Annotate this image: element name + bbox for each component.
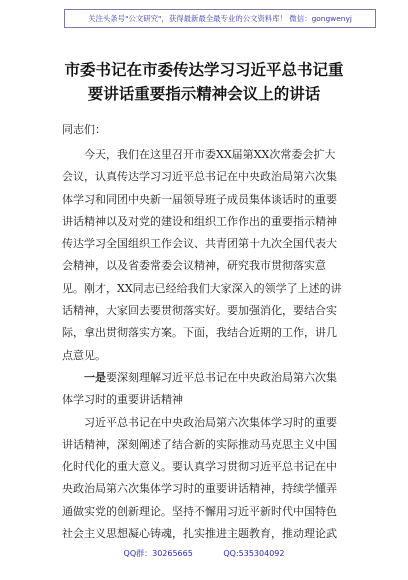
section-heading-text: 要深刻理解习近平总书记在中央政治局第六次集 (106, 370, 337, 384)
paragraph-1-line: 点意见。 (62, 348, 106, 362)
paragraph-1-line: 话精神，大家回去要贯彻落实好。要加强消化，要结合实 (62, 304, 337, 318)
paragraph-2-line: 讲话精神，深刻阐述了结合新的实际推动马克思主义中国 (62, 437, 337, 451)
page-footer (0, 548, 408, 559)
document-title (28, 58, 380, 106)
section-heading-lead: 一是 (84, 370, 106, 384)
title-line-2: 要讲话重要指示精神会议上的讲话 (87, 84, 321, 103)
paragraph-2-line: 社会主义思想凝心铸魂，扎实推进主题教育，推动理论武 (62, 527, 337, 541)
salutation: 同志们： (62, 123, 106, 136)
paragraph-1-line: 今天，我们在这里召开市委XX届第XX次常委会扩大 (84, 148, 336, 161)
footer-qq: QQ:535304092 (223, 549, 285, 558)
paragraph-1-line: 会精神，以及省委常委会议精神，研究我市贯彻落实意 (62, 259, 326, 273)
paragraph-1-line: 传达学习全国组织工作会议、共青团第十九次全国代表大 (62, 237, 337, 251)
paragraph-1-line: 体学习和同团中央新一届领导班子成员集体谈话时的重要 (62, 192, 337, 206)
footer-qq-group: QQ群：30265665 (123, 549, 193, 558)
paragraph-1-line: 讲话精神以及对党的建设和组织工作作出的重要指示精神 (62, 214, 337, 228)
paragraph-2-line: 央政治局第六次集体学习时的重要讲话精神，持续学懂弄 (62, 482, 337, 496)
paragraph-1-line: 际，拿出贯彻落实方案。下面，我结合近期的工作，讲几 (62, 326, 337, 340)
paragraph-1-line: 见。刚才，XX同志已经给我们大家深入的领学了上述的讲 (62, 281, 342, 295)
section-heading-line-2: 体学习时的重要讲话精神 (62, 393, 183, 407)
section-heading-line-1 (62, 367, 352, 389)
paragraph-1-line: 会议，认真传达学习习近平总书记在中央政治局第六次集 (62, 170, 337, 184)
paragraph-2-line: 化时代化的重大意义。要认真学习贯彻习近平总书记在中 (62, 460, 337, 474)
paragraph-2-line: 习近平总书记在中央政治局第六次集体学习时的重要 (84, 415, 337, 429)
promo-text: 关注头条号"公文研究"，获得最新最全最专业的公文资料库！ 微信：gongwenyj (88, 14, 352, 23)
title-line-1: 市委书记在市委传达学习习近平总书记重 (64, 60, 344, 79)
document-body (62, 144, 352, 545)
promo-banner (64, 9, 376, 28)
paragraph-2-line: 通做实党的创新理论。坚持不懈用习近平新时代中国特色 (62, 504, 337, 518)
